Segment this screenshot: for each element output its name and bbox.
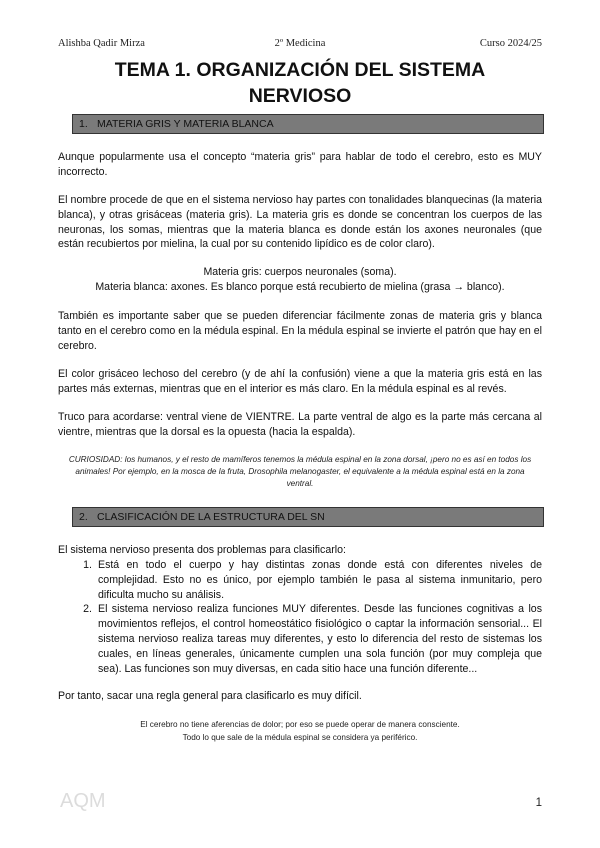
definition-white-matter: Materia blanca: axones. Es blanco porque está recubierto de mielina (grasa → blanco).: [95, 281, 505, 293]
definition-gray-matter: Materia gris: cuerpos neuronales (soma).: [203, 266, 397, 278]
section-2-heading: [72, 507, 544, 527]
list-item-number: 2.: [83, 603, 92, 616]
paragraph-color: El color grisáceo lechoso del cerebro (y de ahí la confusión) viene a que la materia gris está en las partes más externas, mientras que en el interior es más claro. En la médula espinal es al revés.: [58, 368, 542, 395]
list-item: [58, 602, 542, 676]
header-author: Alishba Qadir Mirza: [58, 38, 145, 49]
note-brain-pain: El cerebro no tiene aferencias de dolor; por eso se puede operar de manera consciente.: [140, 720, 460, 729]
title-line-1: TEMA 1. ORGANIZACIÓN DEL SISTEMA: [114, 59, 486, 81]
header-course: 2º Medicina: [274, 38, 326, 49]
curiosity-note: CURIOSIDAD: los humanos, y el resto de mamíferos tenemos la médula espinal en la zona dorsal, ¡pero no es así en todos los animales! Por ejemplo, en la mosca de la fruta, Drosophila melanogaster, el equivalente a la médula espinal está en la zona ventral.: [68, 455, 532, 488]
note-peripheral: Todo lo que sale de la médula espinal se considera ya periférico.: [182, 733, 418, 742]
list-item: [58, 558, 542, 602]
watermark: AQM: [60, 790, 106, 812]
problems-list: [58, 558, 542, 676]
page-number: 1: [535, 797, 542, 809]
section-2-number: 2.: [79, 511, 88, 523]
paragraph-differentiate: También es importante saber que se pueden diferenciar fácilmente zonas de materia gris y blanca tanto en el cerebro como en la médula espinal. En la médula espinal se invierte el patrón que hay en el cerebro.: [58, 310, 542, 352]
list-item-text: El sistema nervioso realiza funciones MUY diferentes. Desde las funciones cognitivas a los movimientos reflejos, el control homeostático fisiológico o captar la información sensorial... El sistema nervioso realiza tareas muy diferentes, y esto lo diferencia del resto de sistemas los cuales, en líneas generales, únicamente cumplen una sola función (por muy compleja que sea). Las funciones son muy diversas, en cada sitio hace una función diferente...: [98, 603, 542, 675]
paragraph-origin: El nombre procede de que en el sistema nervioso hay partes con tonalidades blanquecinas (la materia blanca), y otras grisáceas (materia gris). La materia gris es donde se concentran los cuerpos de las neuronas, los somas, mientras que la materia blanca es donde están los axones neuronales (que están recubiertos por mielina, la cual por su contenido lipídico es de color claro).: [58, 194, 542, 251]
page-title: [60, 57, 540, 109]
paragraph-trick: Truco para acordarse: ventral viene de VIENTRE. La parte ventral de algo es la parte más cercana al vientre, mientras que la dorsal es la opuesta (hacia la espalda).: [58, 411, 542, 438]
section-1-title: MATERIA GRIS Y MATERIA BLANCA: [97, 118, 274, 130]
section-1-heading: [72, 114, 544, 134]
header-year: Curso 2024/25: [479, 38, 542, 49]
paragraph-conclusion: Por tanto, sacar una regla general para clasificarlo es muy difícil.: [58, 690, 362, 702]
paragraph-problems-intro: El sistema nervioso presenta dos problemas para clasificarlo:: [58, 544, 346, 556]
section-1-number: 1.: [79, 118, 88, 130]
title-line-2: NERVIOSO: [248, 85, 352, 107]
list-item-text: Está en todo el cuerpo y hay distintas zonas donde está con diferentes niveles de complejidad. Esto no es único, por ejemplo también le pasa al sistema inmunitario, pero dificulta mucho su análisis.: [98, 559, 542, 601]
paragraph-intro: Aunque popularmente usa el concepto “materia gris” para hablar de todo el cerebro, esto es MUY incorrecto.: [58, 151, 542, 178]
section-2-title: CLASIFICACIÓN DE LA ESTRUCTURA DEL SN: [97, 511, 325, 523]
list-item-number: 1.: [83, 559, 92, 571]
